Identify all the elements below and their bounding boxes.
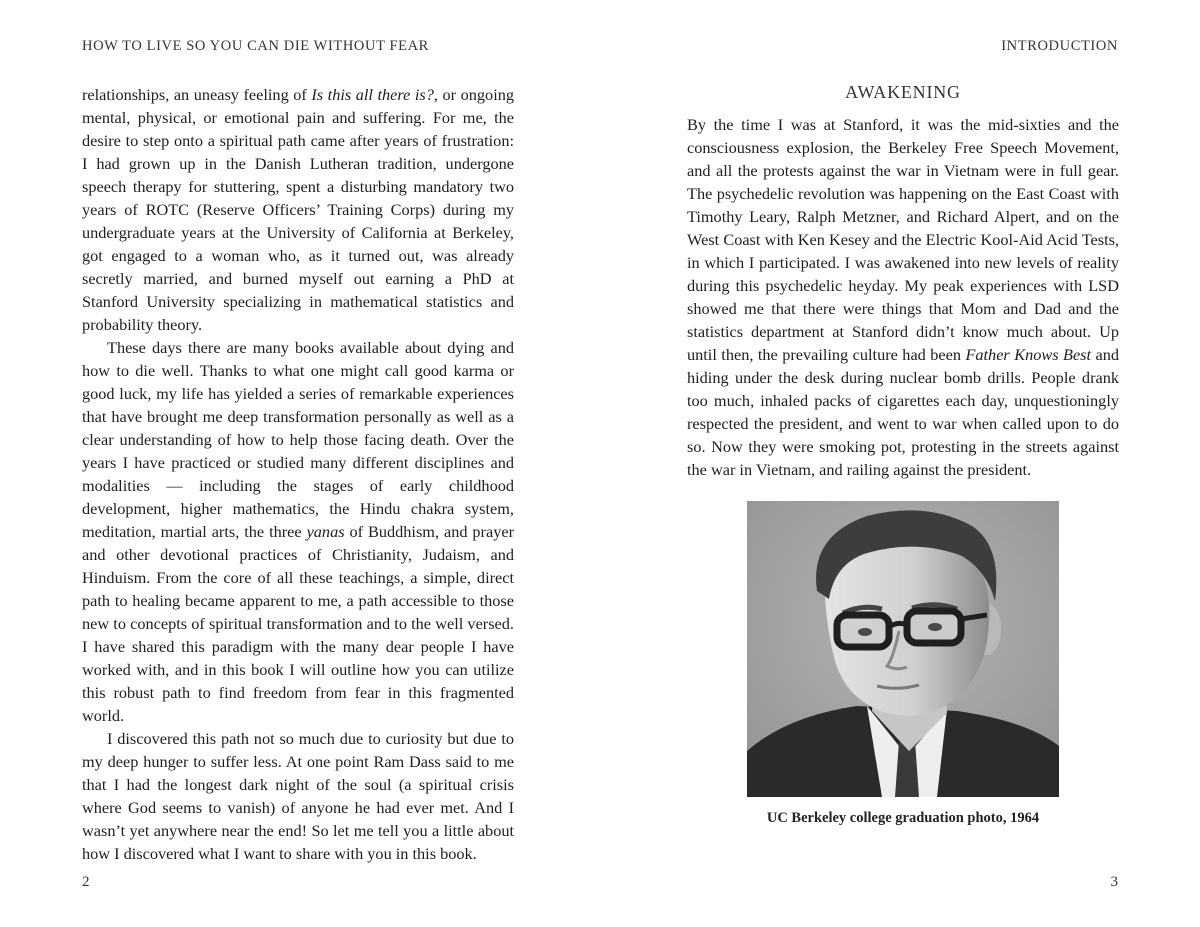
body-paragraph: relationships, an uneasy feeling of Is this all there is?, or ongoing mental, physical, or emotional pain and suffering. For me, the desire to step onto a spiritual path came after years of frustration: I had grown up in the Danish Lutheran tradition, undergone speech therapy for stuttering, spent a disturbing mandatory two years of ROTC (Reserve Officers’ Training Corps) during my undergraduate years at the University of California at Berkeley, got engaged to a woman who, as it turned out, was already secretly married, and burned myself out earning a PhD at Stanford University specializing in mathematical statistics and probability theory. <box>82 85 515 334</box>
right-page-body <box>687 113 1119 481</box>
section-title: AWAKENING <box>845 82 961 102</box>
photo-caption: UC Berkeley college graduation photo, 1964 <box>766 810 1040 826</box>
running-head-right: INTRODUCTION <box>1001 38 1118 54</box>
italic-text: yanas <box>306 522 345 541</box>
portrait-image <box>747 501 1059 797</box>
body-paragraph: These days there are many books available about dying and how to die well. Thanks to what one might call good karma or good luck, my life has yielded a series of remarkable experiences that have brought me deep transformation personally as well as a clear understanding of how to help those facing death. Over the years I have practiced or studied many different disciplines and modalities — including the stages of early childhood development, higher mathematics, the Hindu chakra system, meditation, martial arts, the three yanas of Buddhism, and prayer and other devotional practices of Christianity, Judaism, and Hinduism. From the core of all these teachings, a simple, direct path to healing became apparent to me, a path accessible to those new to concepts of spiritual transformation and to the well versed. I have shared this paradigm with the many dear people I have worked with, and in this book I will outline how you can utilize this robust path to find freedom from fear in this fragmented world. <box>82 338 514 725</box>
body-paragraph: By the time I was at Stanford, it was the mid-sixties and the consciousness explosion, the Berkeley Free Speech Movement, and all the protests against the war in Vietnam were in full gear. The psychedelic revolution was happening on the East Coast with Timothy Leary, Ralph Metzner, and Richard Alpert, and on the West Coast with Ken Kesey and the Electric Kool-Aid Acid Tests, in which I participated. I was awakened into new levels of reality during this psychedelic heyday. My peak experiences with LSD showed me that there were things that Mom and Dad and the statistics department at Stanford didn’t know much about. Up until then, the prevailing culture had been Father Knows Best and hiding under the desk during nuclear bomb drills. People drank too much, inhaled packs of cigarettes each day, unquestioningly respected the president, and went to war when called upon to do so. Now they were smoking pot, protesting in the streets against the war in Vietnam, and railing against the president. <box>687 115 1120 479</box>
italic-text: Is this all there is? <box>311 85 434 104</box>
left-page-body <box>82 83 514 865</box>
page-number-right: 3 <box>1110 874 1118 890</box>
page-number-left: 2 <box>82 874 90 890</box>
running-head-left: HOW TO LIVE SO YOU CAN DIE WITHOUT FEAR <box>82 38 429 54</box>
graduation-photo <box>747 501 1059 797</box>
body-paragraph: I discovered this path not so much due to curiosity but due to my deep hunger to suffer less. At one point Ram Dass said to me that I had the longest dark night of the soul (a spiritual crisis where God seems to vanish) of anyone he had ever met. And I wasn’t yet anywhere near the end! So let me tell you a little about how I discovered what I want to share with you in this book. <box>82 729 514 863</box>
italic-text: Father Knows Best <box>965 345 1092 364</box>
